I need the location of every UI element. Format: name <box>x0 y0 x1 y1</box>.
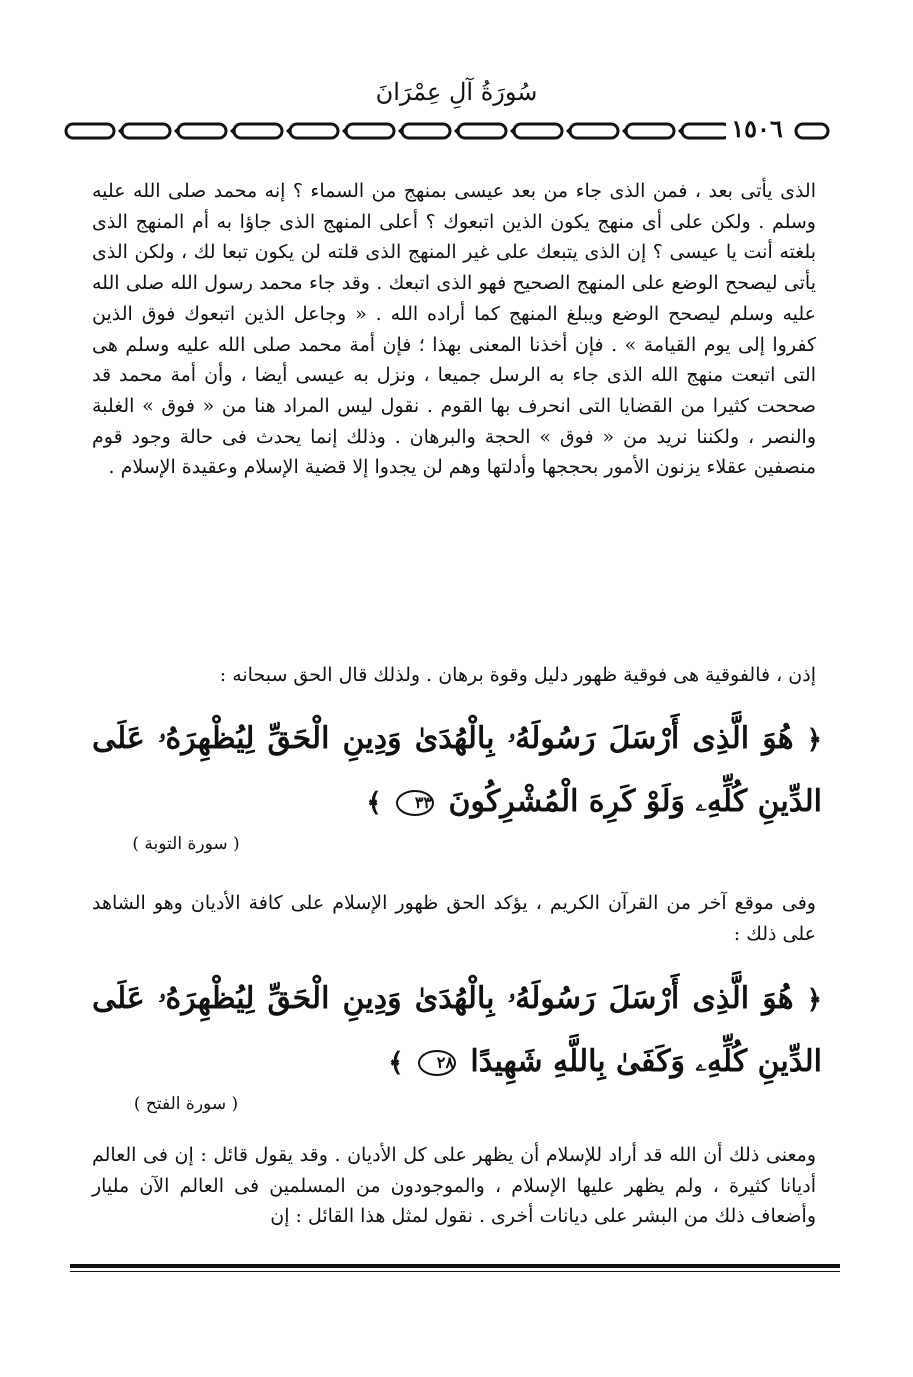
surah-reference-tawbah: ( سورة التوبة ) <box>132 834 240 854</box>
surah-reference-fath: ( سورة الفتح ) <box>133 1094 239 1114</box>
verse-open-bracket: ﴿ <box>806 985 822 1015</box>
verse-text: هُوَ الَّذِى أَرْسَلَ رَسُولَهُۥ بِالْهُدَىٰ وَدِينِ الْحَقِّ لِيُظْهِرَهُۥ عَلَى الدِّينِ كُلِّهِۦ وَكَفَىٰ بِاللَّهِ شَهِيدًا <box>92 981 822 1079</box>
quran-verse-tawbah <box>92 708 822 834</box>
commentary-paragraph-4: ومعنى ذلك أن الله قد أراد للإسلام أن يظهر على كل الأديان . وقد يقول قائل : إن فى العالم أديانا كثيرة ، ولم يظهر عليها الإسلام ، والموجودون من المسلمين فى العالم الآن مليار وأضعاف ذلك من البشر على ديانات أخرى . نقول لمثل هذا القائل : إن <box>92 1144 816 1228</box>
page-number: ١٥٠٦ <box>726 114 788 144</box>
commentary-paragraph-1: الذى يأتى بعد ، فمن الذى جاء من بعد عيسى بمنهج من السماء ؟ إنه محمد صلى الله عليه وسلم . ولكن على أى منهج يكون الذين اتبعوك ؟ أعلى المنهج الذى جاؤا به أم المنهج الذى بلغته أنت يا عيسى ؟ إن الذى يتبعك على غير المنهج الذى قلته لن يكون تبعا لك ، ولكن الذى يأتى ليصحح الوضع على المنهج الصحيح فهو الذى اتبعك . وقد جاء محمد رسول الله صلى الله عليه وسلم ليصحح الوضع ويبلغ المنهج كما أراده الله . « وجاعل الذين اتبعوك فوق الذين كفروا إلى يوم القيامة » . فإن أخذنا المعنى بهذا ؛ فإن أمة محمد صلى الله عليه وسلم هى التى اتبعت منهج الله الذى جاء به الرسل جميعا ، ونزل به عيسى أيضا ، وأن أمة محمد قد صححت كثيرا من القضايا التى انحرف بها القوم . نقول ليس المراد هنا من « فوق » الغلبة والنصر ، ولكننا نريد من « فوق » الحجة والبرهان . وذلك إنما يحدث فى حالة وجود قوم منصفين عقلاء يزنون الأمور بحججها وأدلتها وهم لن يجدوا إلا قضية الإسلام وعقيدة الإسلام . <box>92 180 817 479</box>
verse-text: هُوَ الَّذِى أَرْسَلَ رَسُولَهُۥ بِالْهُدَىٰ وَدِينِ الْحَقِّ لِيُظْهِرَهُۥ عَلَى الدِّينِ كُلِّهِۦ وَلَوْ كَرِهَ الْمُشْرِكُونَ <box>92 721 822 819</box>
footer-rule-thin <box>70 1271 840 1272</box>
verse-close-bracket: ﴾ <box>388 1048 404 1078</box>
verse-number-marker: ٣٣ <box>396 790 434 816</box>
commentary-paragraph-2: إذن ، فالفوقية هى فوقية ظهور دليل وقوة برهان . ولذلك قال الحق سبحانه : <box>219 664 816 686</box>
footer-rule <box>70 1264 840 1268</box>
verse-open-bracket: ﴿ <box>806 725 822 755</box>
commentary-paragraph-3: وفى موقع آخر من القرآن الكريم ، يؤكد الحق ظهور الإسلام على كافة الأديان وهو الشاهد على ذلك : <box>92 892 816 945</box>
ornamental-border-icon <box>62 116 832 146</box>
verse-number-marker: ٢٨ <box>418 1050 456 1076</box>
verse-close-bracket: ﴾ <box>366 788 382 818</box>
quran-verse-fath <box>92 968 822 1094</box>
surah-title: سُورَةُ آلِ عِمْرَانَ <box>375 78 538 106</box>
